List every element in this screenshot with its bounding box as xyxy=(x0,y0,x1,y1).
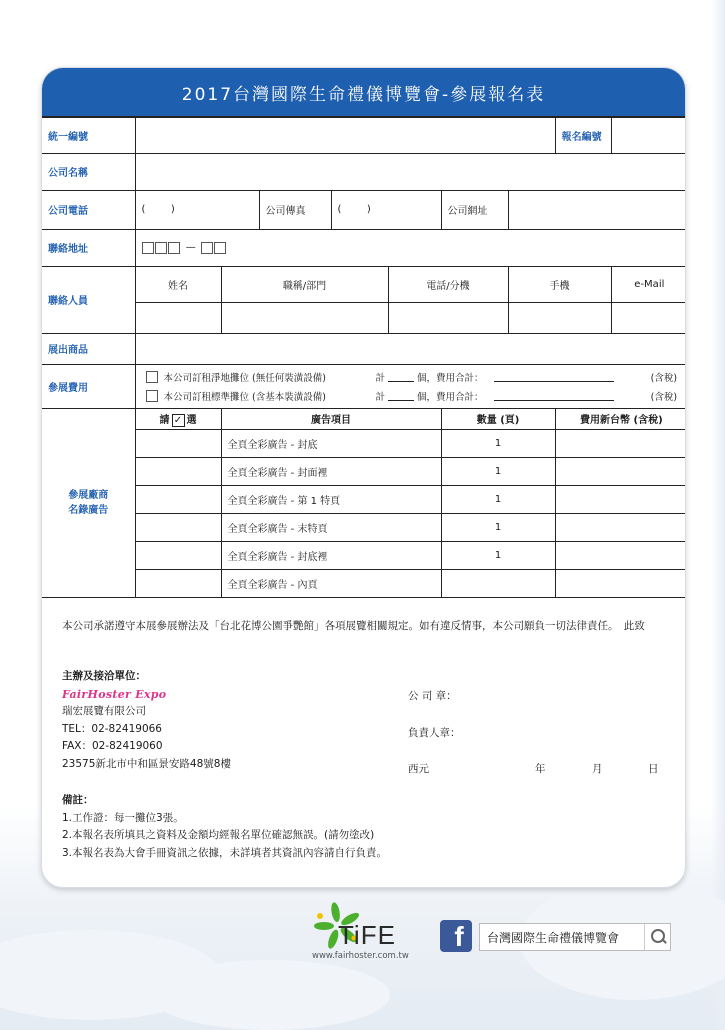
organizer-tel: TEL：02-82419066 xyxy=(62,722,162,735)
ad-qty: 1 xyxy=(441,485,555,513)
zip-box[interactable] xyxy=(168,242,180,254)
fee-option-label: 本公司訂租標準攤位 (含基本裝潢設備) xyxy=(163,391,326,403)
organizer-block xyxy=(62,668,231,773)
fee-total-blank[interactable] xyxy=(494,372,614,382)
row-address xyxy=(42,229,686,266)
contact-header-name: 姓名 xyxy=(135,266,221,302)
ad-price-input[interactable] xyxy=(555,513,686,541)
fee-count-blank[interactable] xyxy=(388,391,414,401)
fee-option-label: 本公司訂租淨地攤位 (無任何裝潢設備) xyxy=(163,372,326,384)
registration-form-card xyxy=(41,67,686,888)
reg-no-input[interactable] xyxy=(611,117,686,153)
ad-price-input[interactable] xyxy=(555,457,686,485)
ad-header-price: 費用新台幣 (含稅) xyxy=(555,408,686,429)
row-contact-header xyxy=(42,266,686,302)
tife-url[interactable]: www.fairhoster.com.tw xyxy=(312,951,409,961)
date-day: 日 xyxy=(648,763,659,775)
search-icon[interactable] xyxy=(644,924,670,950)
ad-row xyxy=(42,541,686,569)
ad-item: 全頁全彩廣告 - 封底 xyxy=(221,429,441,457)
company-name-label: 公司名稱 xyxy=(42,153,135,190)
ad-qty: 1 xyxy=(441,541,555,569)
ad-select-cell[interactable] xyxy=(135,429,221,457)
row-ad-header xyxy=(42,408,686,429)
ad-row xyxy=(42,429,686,457)
address-input[interactable] xyxy=(135,229,686,266)
tax-id-label: 統一編號 xyxy=(42,117,135,153)
products-input[interactable] xyxy=(135,333,686,364)
notes-heading: 備註： xyxy=(62,794,94,806)
company-web-label: 公司網址 xyxy=(441,190,508,229)
fee-total-blank[interactable] xyxy=(494,391,614,401)
ad-item: 全頁全彩廣告 - 封底裡 xyxy=(221,541,441,569)
ad-qty: 1 xyxy=(441,457,555,485)
ad-header-item: 廣告項目 xyxy=(221,408,441,429)
ad-select-cell[interactable] xyxy=(135,541,221,569)
zip-dash: — xyxy=(185,242,196,253)
note-item: 2.本報名表所填具之資料及金額均經報名單位確認無誤。(請勿塗改) xyxy=(62,829,375,841)
zip-box[interactable] xyxy=(155,242,167,254)
ad-header-select-text: 請 xyxy=(159,414,170,426)
fee-option xyxy=(146,386,678,405)
check-icon: ✓ xyxy=(172,414,185,427)
ad-price-input[interactable] xyxy=(555,429,686,457)
facebook-page-name: 台灣國際生命禮儀博覽會 xyxy=(487,930,620,945)
organizer-fax: FAX：02-82419060 xyxy=(62,740,163,752)
organizer-heading: 主辦及接洽單位： xyxy=(62,670,146,682)
ad-qty: 1 xyxy=(441,513,555,541)
contact-title-input[interactable] xyxy=(221,302,388,333)
notes-block xyxy=(62,792,387,862)
contact-label: 聯絡人員 xyxy=(42,266,135,333)
fee-unit-label: 個，費用合計： xyxy=(417,391,484,403)
ad-qty xyxy=(441,569,555,597)
company-fax-label: 公司傳真 xyxy=(259,190,331,229)
ad-item: 全頁全彩廣告 - 內頁 xyxy=(221,569,441,597)
row-company-phone xyxy=(42,190,686,229)
fee-tax-label: (含稅) xyxy=(650,372,678,384)
date-prefix: 西元 xyxy=(408,763,429,775)
page-edge-shadow xyxy=(711,0,725,1030)
tax-id-input[interactable] xyxy=(135,117,555,153)
date-month: 月 xyxy=(592,763,603,775)
contact-email-input[interactable] xyxy=(611,302,686,333)
row-products xyxy=(42,333,686,364)
contact-mobile-input[interactable] xyxy=(508,302,611,333)
facebook-icon[interactable] xyxy=(440,920,472,952)
ad-item: 全頁全彩廣告 - 封面裡 xyxy=(221,457,441,485)
organizer-company: 瑞宏展覽有限公司 xyxy=(62,705,146,717)
zip-box[interactable] xyxy=(214,242,226,254)
ad-price-input[interactable] xyxy=(555,541,686,569)
fee-unit-label: 個，費用合計： xyxy=(417,372,484,384)
contact-phone-input[interactable] xyxy=(388,302,508,333)
row-tax-id xyxy=(42,117,686,153)
row-fee xyxy=(42,364,686,408)
ad-price-input[interactable] xyxy=(555,485,686,513)
company-seal-label: 公 司 章： xyxy=(408,690,457,702)
contact-header-phone: 電話/分機 xyxy=(388,266,508,302)
directory-ad-label: 參展廠商 名錄廣告 xyxy=(42,408,135,597)
fee-count-label: 計 xyxy=(375,372,386,384)
ad-header-select xyxy=(135,408,221,429)
fairhoster-logo: FairHoster Expo xyxy=(62,687,167,701)
company-phone-label: 公司電話 xyxy=(42,190,135,229)
date-year: 年 xyxy=(535,763,546,775)
ad-header-select-tail: 選 xyxy=(186,414,197,426)
ad-row xyxy=(42,485,686,513)
ad-select-cell[interactable] xyxy=(135,457,221,485)
company-name-input[interactable] xyxy=(135,153,686,190)
fee-count-label: 計 xyxy=(375,391,386,403)
ad-item: 全頁全彩廣告 - 末特頁 xyxy=(221,513,441,541)
company-phone-input[interactable]: ( ) xyxy=(135,190,259,229)
fee-checkbox[interactable] xyxy=(146,371,158,383)
contact-header-email: e-Mail xyxy=(611,266,686,302)
company-web-input[interactable] xyxy=(508,190,686,229)
row-company-name xyxy=(42,153,686,190)
fee-label: 參展費用 xyxy=(42,364,135,408)
ad-row xyxy=(42,569,686,597)
form-title: 2017台灣國際生命禮儀博覽會-參展報名表 xyxy=(42,68,685,116)
person-seal-label: 負責人章： xyxy=(408,727,461,739)
registration-table xyxy=(42,116,686,598)
fee-options xyxy=(135,364,686,408)
zip-box[interactable] xyxy=(142,242,154,254)
ad-select-cell[interactable] xyxy=(135,513,221,541)
ad-price-input[interactable] xyxy=(555,569,686,597)
ad-select-cell[interactable] xyxy=(135,485,221,513)
address-label: 聯絡地址 xyxy=(42,229,135,266)
products-label: 展出商品 xyxy=(42,333,135,364)
ad-select-cell[interactable] xyxy=(135,569,221,597)
declaration-text: 本公司承諾遵守本展參展辦法及「台北花博公園爭艷館」各項展覽相關規定。如有違反情事，本公司願負一切法律責任。 此致 xyxy=(62,620,645,632)
contact-name-input[interactable] xyxy=(135,302,221,333)
fee-checkbox[interactable] xyxy=(146,390,158,402)
ad-row xyxy=(42,513,686,541)
tife-brand: TiFE xyxy=(338,920,396,950)
ad-row xyxy=(42,457,686,485)
background-cloud xyxy=(150,960,390,1030)
note-item: 1.工作證：每一攤位3張。 xyxy=(62,811,184,824)
row-contact-input xyxy=(42,302,686,333)
fee-tax-label: (含稅) xyxy=(650,391,678,403)
reg-no-label: 報名編號 xyxy=(555,117,611,153)
fee-option xyxy=(146,367,678,386)
zip-box[interactable] xyxy=(201,242,213,254)
facebook-search-box[interactable] xyxy=(479,923,671,951)
ad-header-qty: 數量 (頁) xyxy=(441,408,555,429)
ad-qty: 1 xyxy=(441,429,555,457)
fee-count-blank[interactable] xyxy=(388,372,414,382)
ad-item: 全頁全彩廣告 - 第 1 特頁 xyxy=(221,485,441,513)
contact-header-title: 職稱/部門 xyxy=(221,266,388,302)
note-item: 3.本報名表為大會手冊資訊之依據，未詳填者其資訊內容請自行負責。 xyxy=(62,846,388,859)
contact-header-mobile: 手機 xyxy=(508,266,611,302)
company-fax-input[interactable]: ( ) xyxy=(331,190,441,229)
facebook-letter: f xyxy=(454,921,464,952)
organizer-address: 23575新北市中和區景安路48號8樓 xyxy=(62,757,231,770)
